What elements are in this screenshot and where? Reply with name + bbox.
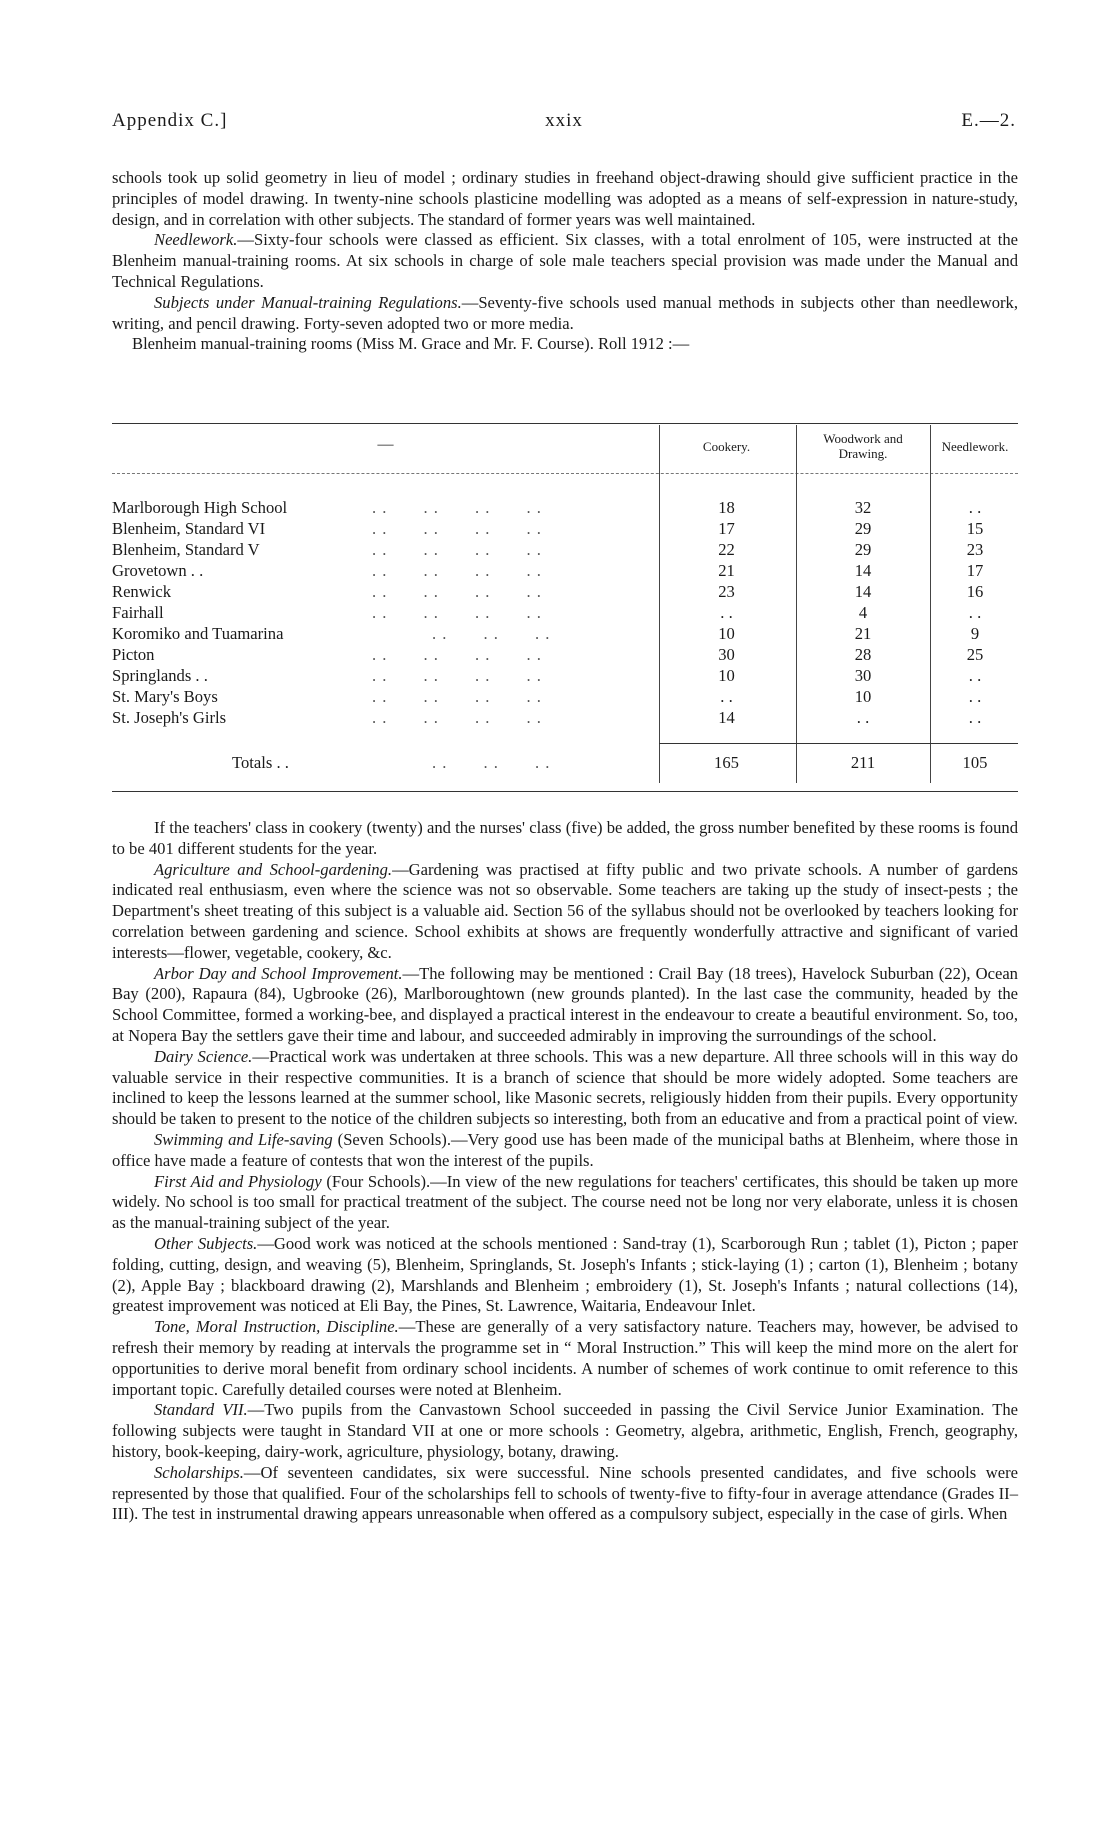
header-report-code: E.—2. (961, 110, 1016, 131)
paragraph-first-aid: First Aid and Physiology (Four Schools).—In view of the new regulations for teachers' certificates, this should be taken up more widely. No school is too small for practical treatment of the subject. The course need not be long nor very elaborate, unless it is chosen as the manual-training subject of the year. (112, 1171, 1018, 1233)
table-row: St. Mary's Boys . . . . . . . . . . 10 . . (112, 687, 982, 706)
table-row: Fairhall . . . . . . . . . . 4 . . (112, 603, 982, 622)
paragraph: schools took up solid geometry in lieu of model ; ordinary studies in freehand object-drawing should give sufficient practice in the principles of model drawing. In twenty-nine schools plasticine modelling was adopted as a means of self-expression in nature-study, design, and in correlation with other subjects. The standard of former years was well maintained. (112, 168, 1018, 229)
table-row: Grovetown . . . . . . . . . . 21 14 17 (112, 561, 984, 580)
column-header-needlework: Needlework. (941, 439, 1009, 454)
paragraph-scholarships: Scholarships.—Of seventeen candidates, six were successful. Nine schools presented candidates, and five schools were represented by those that qualified. Four of the scholarships fell to schools of twenty-five to fifty-four in average attendance (Grades II–III). The test in instrumental drawing appears unreasonable when offered as a compulsory subject, especially in the case of girls. When (112, 1462, 1018, 1524)
header-page-number: xxix (545, 110, 583, 131)
page-header (112, 110, 1016, 140)
paragraph-dairy-science: Dairy Science.—Practical work was undertaken at three schools. This was a new departure. All three schools will in this way do valuable service in their respective communities. It is a branch of science that should be more widely adopted. Some teachers are inclined to keep the lessons learned at the summer school, like Masonic secrets, religiously hidden from their pupils. Every opportunity should be taken to present to the notice of the children subjects so interesting, both from an educative and from a practical point of view. (112, 1046, 1018, 1129)
table-row: St. Joseph's Girls . . . . . . . . 14 . . . . (112, 708, 982, 727)
table-row: Blenheim, Standard VI . . . . . . . . 17 29 15 (112, 519, 984, 538)
paragraph-moral-instruction: Tone, Moral Instruction, Discipline.—These are generally of a very satisfactory nature. Teachers may, however, be advised to refresh their memory by reading at intervals the programme set in “ Moral Instruction.” This will keep the mind more on the alert for opportunities to derive moral benefit from ordinary school incidents. A number of schemes of work continue to omit reference to this important topic. Carefully detailed courses were noted at Blenheim. (112, 1317, 1018, 1399)
bottom-text-block (112, 818, 1018, 1525)
table-row: Springlands . . . . . . . . . . 10 30 . . (112, 666, 982, 685)
header-appendix: Appendix C.] (112, 110, 228, 131)
table-bottom-rule (112, 791, 1018, 792)
table-row: Blenheim, Standard V . . . . . . . . 22 29 23 (112, 540, 984, 559)
paragraph-agriculture: Agriculture and School-gardening.—Gardening was practised at fifty public and two private schools. A number of gardens indicated real enthusiasm, even where the science was not so observable. Some teachers are taking up the study of insect-pests ; the Department's sheet treating of this subject is a valuable aid. Section 56 of the syllabus should not be overlooked by teachers looking for correlation between gardening and science. School exhibits at shows are frequently wonderfully attractive and significant of varied interests—flower, vegetable, cookery, &c. (112, 859, 1018, 962)
column-header-woodwork: Woodwork and Drawing. (823, 431, 903, 461)
table-top-rule (112, 423, 1018, 424)
paragraph-standard-vii: Standard VII.—Two pupils from the Canvastown School succeeded in passing the Civil Service Junior Examination. The following subjects were taught in Standard VII at one or more schools : Geometry, algebra, arithmetic, English, French, geography, history, book-keeping, dairy-work, agriculture, physiology, botany, drawing. (112, 1400, 1019, 1461)
table-totals-row: Totals . . . . . . . . 165 211 105 (232, 753, 988, 772)
column-header-cookery: Cookery. (702, 439, 751, 454)
table-row: Koromiko and Tuamarina . . . . . . 10 21 9 (112, 624, 980, 643)
top-text-block (112, 168, 1018, 355)
paragraph-manual-training: Subjects under Manual-training Regulations.—Seventy-five schools used manual methods in subjects other than needlework, writing, and pencil drawing. Forty-seven adopted two or more media. (112, 292, 1018, 333)
paragraph-other-subjects: Other Subjects.—Good work was noticed at the schools mentioned : Sand-tray (1), Scarborough Run ; tablet (1), Picton ; paper folding, cutting, design, and weaving (5), Blenheim, Springlands, St. Joseph's Infants ; stick-laying (1) ; carton (1), Blenheim ; botany (2), Apple Bay ; blackboard drawing (2), Marshlands and Blenheim ; embroidery (1), St. Joseph's Infants ; natural collections (14), greatest improvement was noticed at Eli Bay, the Pines, St. Lawrence, Waitaria, Endeavour Inlet. (112, 1233, 1019, 1316)
table-row: Renwick . . . . . . . . 23 14 16 (112, 582, 984, 601)
table-row: Picton . . . . . . . . 30 28 25 (112, 645, 984, 664)
roll-table (112, 423, 1018, 793)
paragraph-roll-intro: Blenheim manual-training rooms (Miss M. Grace and Mr. F. Course). Roll 1912 :— (132, 334, 690, 354)
paragraph-swimming: Swimming and Life-saving (Seven Schools).—Very good use has been made of the municipal baths at Blenheim, where those in office have made a feature of contests that won the interest of the pupils. (112, 1129, 1019, 1170)
paragraph-needlework: Needlework.—Sixty-four schools were classed as efficient. Six classes, with a total enrolment of 105, were instructed at the Blenheim manual-training rooms. At six schools in charge of sole male teachers special provision was made under the Manual and Technical Regulations. (112, 230, 1018, 291)
table-header-rule (112, 473, 1018, 474)
totals-rule (659, 743, 1018, 744)
column-header-name: — (377, 436, 394, 453)
paragraph-arbor-day: Arbor Day and School Improvement.—The following may be mentioned : Crail Bay (18 trees), Havelock Suburban (22), Ocean Bay (200), Rapaura (84), Ugbrooke (26), Marlboroughtown (new grounds planted). In the last case the community, headed by the School Committee, formed a working-bee, and displayed a practical interest in the endeavour to create a beautiful environment. So, too, at Nopera Bay the settlers gave their time and labour, and succeeded admirably in improving the surroundings of the school. (112, 963, 1018, 1045)
paragraph-gross-number: If the teachers' class in cookery (twenty) and the nurses' class (five) be added, the gross number benefited by these rooms is found to be 401 different students for the year. (112, 818, 1018, 858)
table-row: Marlborough High School . . . . . . . . 18 32 . . (112, 498, 982, 517)
